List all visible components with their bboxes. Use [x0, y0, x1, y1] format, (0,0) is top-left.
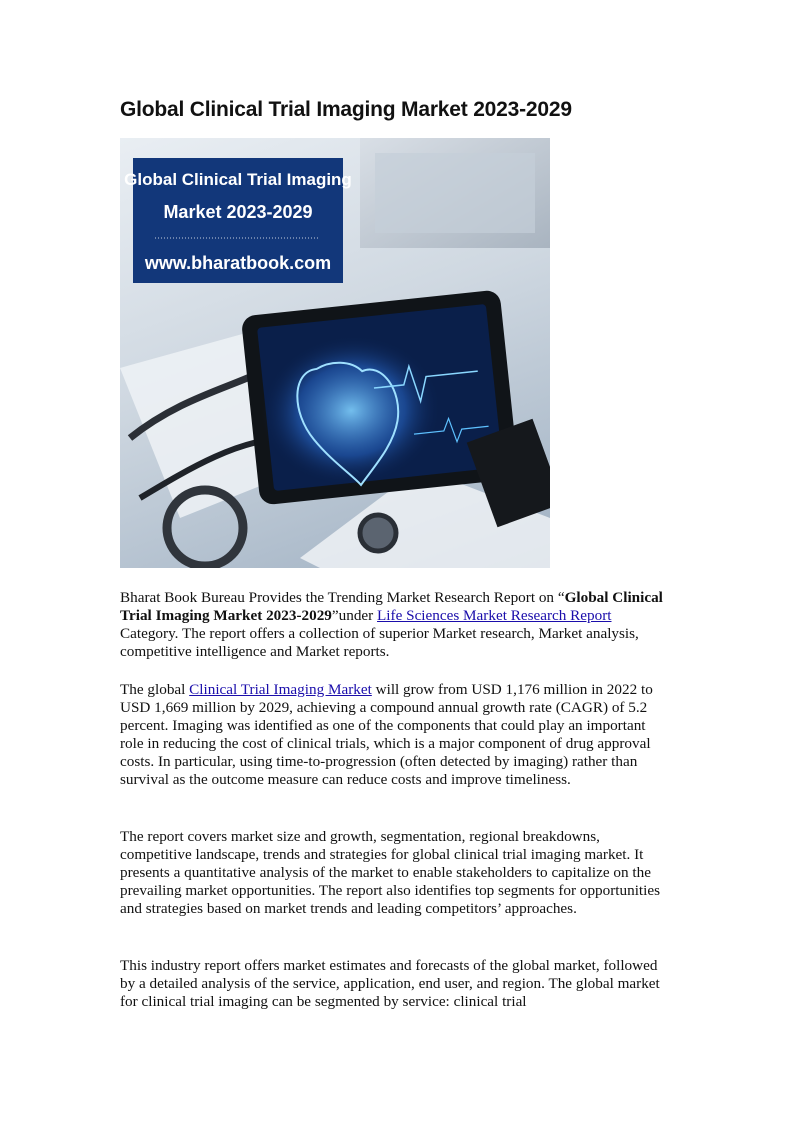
- market-paragraph: [120, 681, 665, 788]
- industry-report-paragraph: This industry report offers market estimates and forecasts of the global market, followed by a detailed analysis of the service, application, end user, and region. The global market for clinical trial imaging can be segmented by service: clinical trial: [120, 957, 660, 1010]
- p2-text-b: will grow from USD 1,176 million in 2022 to USD 1,669 million by 2029, achieving a compound annual growth rate (CAGR) of 5.2 percent. Imaging was identified as one of the components that could play an important role in reducing the cost of clinical trials, which is a major component of drug approval costs. In particular, using time-to-progression (often detected by imaging) rather than survival as the outcome measure can reduce costs and improve timeliness.: [120, 681, 653, 788]
- p1-text-a: Bharat Book Bureau Provides the Trending Market Research Report on “: [120, 589, 565, 606]
- page-title: Global Clinical Trial Imaging Market 2023-2029: [120, 98, 572, 121]
- report-title-bold: Global Clinical Trial Imaging Market 2023-2029: [120, 589, 663, 624]
- stethoscope-chest-piece: [360, 515, 396, 551]
- p1-text-b: ”under: [331, 606, 378, 624]
- p2-text-a: The global: [120, 681, 190, 698]
- banner-line-1: Global Clinical Trial Imaging: [124, 170, 352, 189]
- intro-paragraph: [120, 589, 665, 661]
- tablet-device: [241, 289, 519, 505]
- hero-image: [120, 138, 550, 568]
- report-coverage-paragraph: The report covers market size and growth, segmentation, regional breakdowns, competitive landscape, trends and strategies for global clinical trial imaging market. It presents a quantitative analysis of the market to enable stakeholders to capitalize on the prevailing market opportunities. The report also identifies top segments for opportunities and strategies based on market trends and leading competitors’ approaches.: [120, 828, 661, 917]
- hero-illustration: [120, 138, 550, 568]
- banner-line-2: Market 2023-2029: [163, 202, 313, 222]
- title-banner: [124, 158, 352, 283]
- p1-text-c: Category. The report offers a collection of superior Market research, Market analysis, competitive intelligence and Market reports.: [120, 624, 639, 660]
- clinical-trial-imaging-link[interactable]: Clinical Trial Imaging Market: [189, 681, 372, 698]
- banner-url: www.bharatbook.com: [144, 253, 332, 273]
- life-sciences-link[interactable]: Life Sciences Market Research Report: [377, 606, 612, 624]
